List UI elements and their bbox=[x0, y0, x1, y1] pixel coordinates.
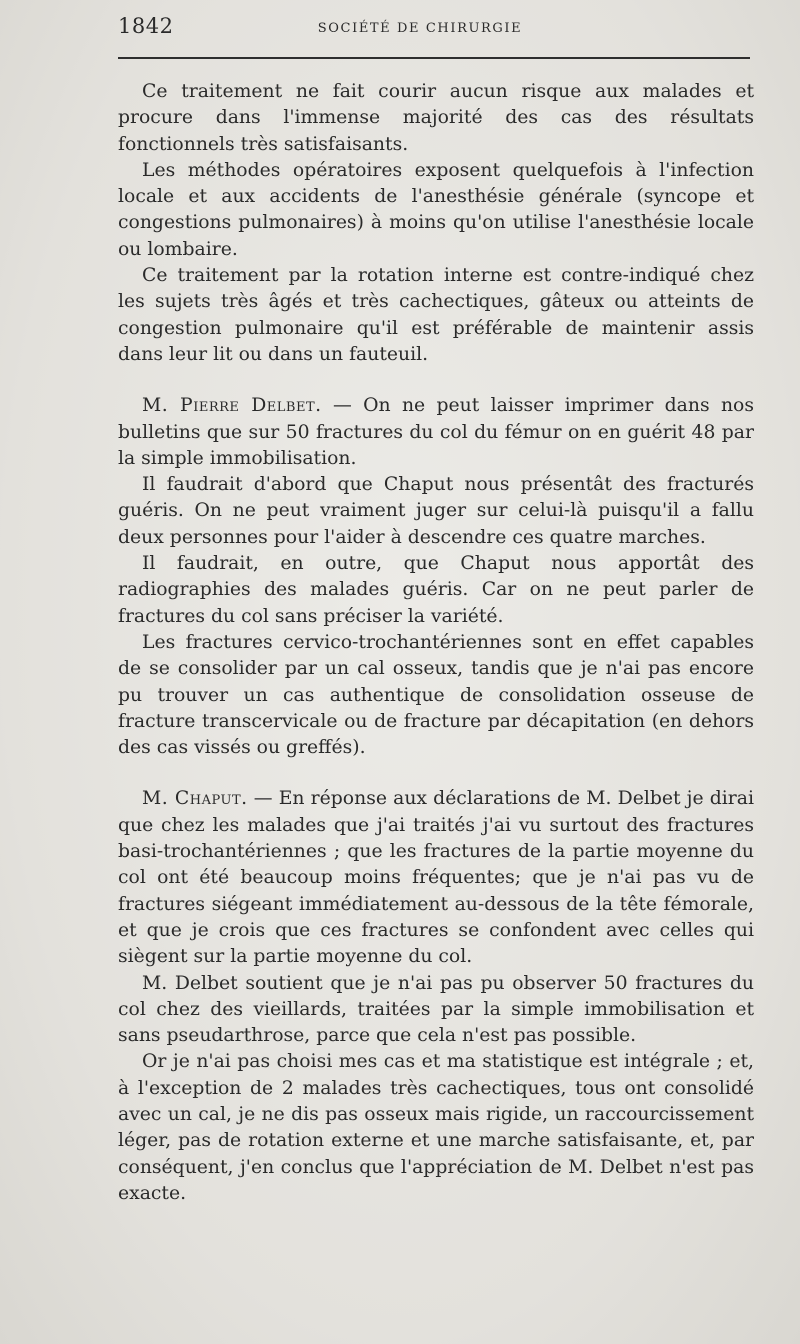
page-number: 1842 bbox=[118, 14, 174, 38]
header-rule bbox=[118, 57, 750, 59]
running-head: SOCIÉTÉ DE CHIRURGIE bbox=[317, 21, 523, 36]
paragraph: M. Delbet soutient que je n'ai pas pu observer 50 fractures du col chez des vieillards, traitées par la simple immobilisation et sans pseudarthrose, parce que cela n'est pas possible. bbox=[118, 972, 754, 1047]
paragraph: Les méthodes opératoires exposent quelquefois à l'infection locale et aux accidents de l'anesthésie générale (syncope et congestions pulmonaires) à moins qu'on utilise l'anesthésie locale ou lombaire. bbox=[118, 159, 754, 260]
page-header bbox=[118, 14, 750, 44]
speech-text: — En réponse aux déclarations de M. Delbet je dirai que chez les malades que j'ai traités j'ai vu surtout des fractures basi-trochantériennes ; que les fractures de la partie moyenne du col ont été beaucoup moins fréquentes; que je n'ai pas vu de fractures siégeant immédiatement au-dessous de la tête fémorale, et que je crois que ces fractures se confondent avec celles qui siègent sur la partie moyenne du col. bbox=[118, 788, 754, 968]
body-text bbox=[118, 79, 754, 1207]
speaker-name: M. Chaput. bbox=[142, 788, 248, 810]
speech-text: — On ne peut laisser imprimer dans nos bulletins que sur 50 fractures du col du fémur on en guérit 48 par la simple immobilisation. bbox=[118, 395, 754, 469]
paragraph: Ce traitement ne fait courir aucun risque aux malades et procure dans l'immense majorité des cas des résultats fonctionnels très satisfaisants. bbox=[118, 81, 754, 155]
paragraph: Il faudrait d'abord que Chaput nous présentât des fracturés guéris. On ne peut vraiment juger sur celui-là puisqu'il a fallu deux personnes pour l'aider à descendre ces quatre marches. bbox=[118, 474, 754, 548]
paragraph: Ce traitement par la rotation interne est contre-indiqué chez les sujets très âgés et très cachectiques, gâteux ou atteints de congestion pulmonaire qu'il est préférable de maintenir assis dans leur lit ou dans un fauteuil. bbox=[118, 265, 754, 365]
speaker-name: M. Pierre Delbet. bbox=[142, 395, 322, 417]
speech-paragraph bbox=[118, 393, 754, 472]
paragraph: Les fractures cervico-trochantériennes sont en effet capables de se consolider par un cal osseux, tandis que je n'ai pas encore pu trouver un cas authentique de consolidation osseuse de fracture transcervicale ou de fracture par décapitation (en dehors des cas vissés ou greffés). bbox=[118, 631, 754, 759]
paragraph: Il faudrait, en outre, que Chaput nous apportât des radiographies des malades guéris. Car on ne peut parler de fractures du col sans préciser la variété. bbox=[118, 553, 754, 627]
speech-paragraph bbox=[118, 786, 754, 970]
paragraph: Or je n'ai pas choisi mes cas et ma statistique est intégrale ; et, à l'exception de 2 malades très cachectiques, tous ont consolidé avec un cal, je ne dis pas osseux mais rigide, un raccourcissement léger, pas de rotation externe et une marche satisfaisante, et, par conséquent, j'en conclus que l'appréciation de M. Delbet n'est pas exacte. bbox=[118, 1051, 754, 1204]
